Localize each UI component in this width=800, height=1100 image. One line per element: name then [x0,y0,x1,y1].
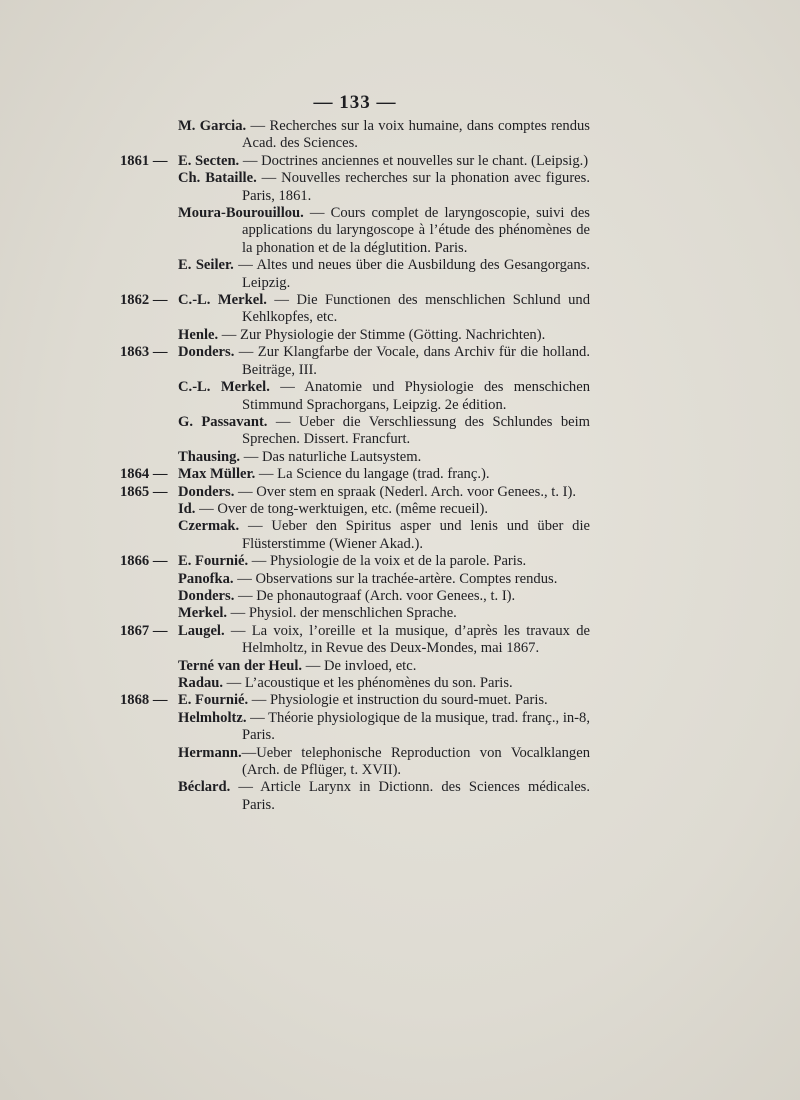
entry-text: — Das naturliche Lautsystem. [240,448,422,465]
entry-author: E. Fournié. [178,692,249,709]
bibliography-entry [120,379,590,414]
entry-author: E. Seiler. [178,257,234,274]
entry-text: — Doctrines anciennes et nouvelles sur le chant. (Leipsig.) [239,152,589,169]
bibliography-list [120,118,590,814]
entry-year: 1867 — [120,622,168,639]
bibliography-entry [120,675,590,692]
entry-author: E. Secten. [178,152,240,169]
entry-author: Thausing. [178,448,241,465]
entry-text: — De invloed, etc. [302,657,417,674]
bibliography-entry [120,257,590,292]
bibliography-entry [120,605,590,622]
entry-year: 1861 — [120,152,168,169]
entry-text: —Ueber telephonische Reproduction von Vocalklangen (Arch. de Pflüger, t. XVII). [241,744,590,779]
entry-text: — Ueber die Verschliessung des Schlundes beim Sprechen. Dissert. Francfurt. [242,413,590,448]
entry-text: — Théorie physiologique de la musique, trad. franç., in-8, Paris. [242,709,590,744]
entry-text: — Ueber den Spiritus asper und lenis und über die Flüsterstimme (Wiener Akad.). [239,518,590,552]
entry-text: — L’acoustique et les phénomènes du son. Paris. [223,675,513,691]
entry-author: Moura-Bourouillou. [178,205,304,222]
bibliography-entry [120,501,590,518]
entry-author: Ch. Bataille. [178,170,257,187]
entry-author: Merkel. [178,605,228,622]
bibliography-entry [120,292,590,327]
entry-author: E. Fournié. [178,553,249,570]
entry-author: M. Garcia. [178,118,247,134]
entry-author: Terné van der Heul. [178,657,303,674]
entry-year: 1863 — [120,344,168,361]
entry-author: Max Müller. [178,466,256,483]
entry-text: — Zur Physiologie der Stimme (Götting. Nachrichten). [218,326,546,343]
entry-text: — Observations sur la trachée-artère. Comptes rendus. [233,570,558,587]
bibliography-entry [120,414,590,449]
entry-author: Id. [178,500,196,517]
entry-author: Czermak. [178,518,240,535]
entry-text: — Nouvelles recherches sur la phonation avec figures. Paris, 1861. [242,170,590,204]
page-number: — 133 — [313,92,397,113]
entry-author: C.-L. Merkel. [178,292,267,309]
entry-text: — Physiol. der menschlichen Sprache. [227,605,457,622]
bibliography-entry [120,658,590,675]
entry-text: — Over stem en spraak (Nederl. Arch. voor Genees., t. I). [234,483,576,500]
bibliography-entry [120,344,590,379]
entry-text: — Physiologie de la voix et de la parole. Paris. [248,553,527,570]
entry-author: C.-L. Merkel. [178,379,270,396]
entry-author: Helmholtz. [178,709,247,726]
entry-year: 1868 — [120,692,168,709]
bibliography-entry [120,153,590,170]
entry-year: 1862 — [120,292,168,309]
bibliography-entry [120,588,590,605]
bibliography-entry [120,449,590,466]
bibliography-entry [120,710,590,745]
entry-text: — Article Larynx in Dictionn. des Sciences médicales. Paris. [230,779,590,813]
entry-text: — Recherches sur la voix humaine, dans comptes rendus Acad. des Sciences. [242,118,590,152]
bibliography-entry [120,327,590,344]
entry-author: Donders. [178,344,235,361]
entry-year: 1866 — [120,553,168,570]
bibliography-entry [120,571,590,588]
entry-author: Panofka. [178,570,234,587]
entry-author: Donders. [178,587,235,604]
bibliography-entry [120,779,590,814]
entry-author: G. Passavant. [178,413,268,430]
entry-author: Béclard. [178,779,231,796]
entry-text: — La voix, l’oreille et la musique, d’après les travaux de Helmholtz, in Revue des Deux-Mondes, mai 1867. [224,622,590,657]
entry-author: Radau. [178,675,224,691]
bibliography-entry [120,170,590,205]
entry-author: Hermann. [178,744,242,761]
entry-text: — Zur Klangfarbe der Vocale, dans Archiv für die holland. Beiträge, III. [234,344,590,378]
bibliography-entry [120,118,590,153]
entry-author: Henle. [178,326,219,343]
entry-text: — Altes und neues über die Ausbildung des Gesangorgans. Leipzig. [233,257,591,291]
bibliography-entry [120,553,590,570]
bibliography-entry [120,745,590,780]
entry-text: — La Science du langage (trad. franç.). [255,466,490,483]
bibliography-entry [120,518,590,553]
entry-text: — De phonautograaf (Arch. voor Genees., t. I). [234,587,516,604]
entry-text: — Die Functionen des menschlichen Schlund und Kehlkopfes, etc. [242,292,590,326]
bibliography-entry [120,692,590,709]
bibliography-entry [120,623,590,658]
bibliography-entry [120,205,590,257]
entry-author: Laugel. [178,622,225,639]
entry-text: — Cours complet de laryngoscopie, suivi des applications du laryngoscope à l’étude des phénomènes de la phonation et de la déglutition. Paris. [242,205,590,256]
entry-author: Donders. [178,483,235,500]
entry-year: 1864 — [120,466,168,483]
bibliography-entry [120,484,590,501]
entry-text: — Physiologie et instruction du sourd-muet. Paris. [248,692,548,709]
entry-text: — Over de tong-werktuigen, etc. (même recueil). [195,500,489,517]
entry-text: — Anatomie und Physiologie des menschichen Stimmund Sprachorgans, Leipzig. 2e édition. [242,379,590,413]
bibliography-entry [120,466,590,483]
entry-year: 1865 — [120,483,168,500]
